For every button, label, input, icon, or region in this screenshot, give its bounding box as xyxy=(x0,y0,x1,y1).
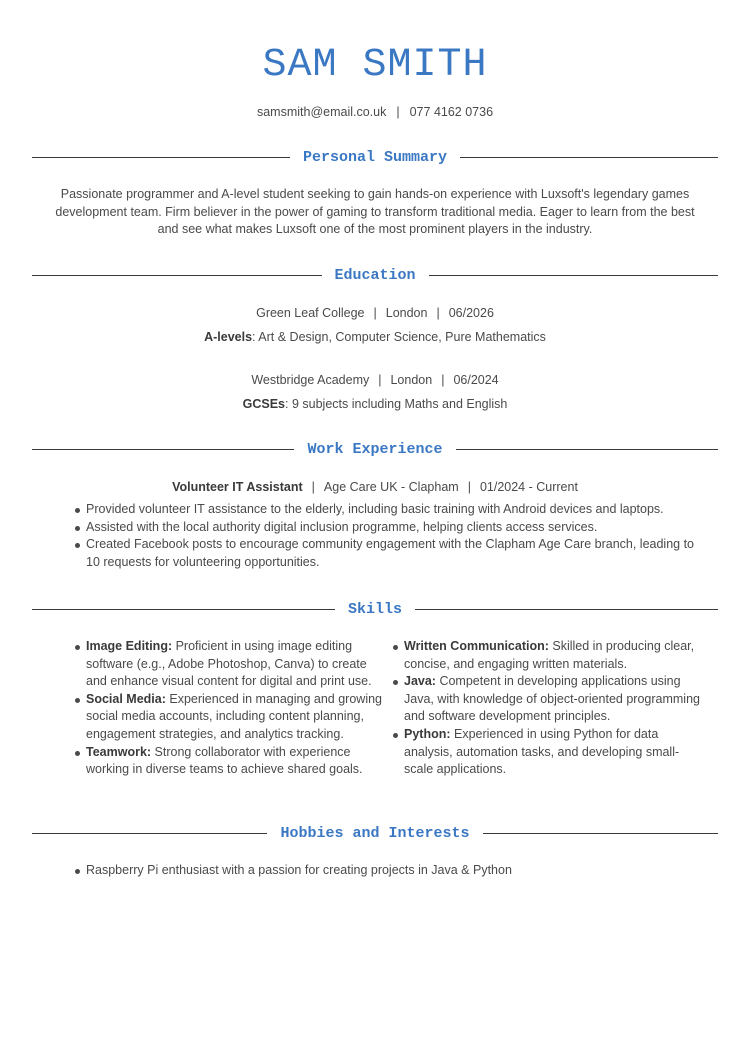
divider-right xyxy=(429,275,719,276)
school-date: 06/2024 xyxy=(453,373,499,387)
skill-text: Experienced in managing and growing social media accounts, including content planning, engagement strategies, and analytics tracking. xyxy=(86,691,383,741)
divider-right xyxy=(415,609,718,610)
employer: Age Care UK - Clapham xyxy=(323,480,459,494)
divider-left xyxy=(32,449,294,450)
list-item: Raspberry Pi enthusiast with a passion for creating projects in Java & Python xyxy=(74,862,694,880)
education-section-header xyxy=(32,265,718,285)
skill-label: Written Communication: xyxy=(404,639,549,653)
skill-text: Proficient in using image editing software (e.g., Adobe Photoshop, Canva) to create and enhance visual content for digital and print use. xyxy=(86,639,372,689)
skill-text: Strong collaborator with experience working in diverse teams to achieve shared goals. xyxy=(86,744,363,777)
qualification-text: : 9 subjects including Maths and English xyxy=(285,397,508,411)
education-entry-2-qualification xyxy=(0,395,750,413)
school-location: London xyxy=(390,373,433,387)
qualification-label: GCSEs xyxy=(242,397,286,411)
qualification-text: : Art & Design, Computer Science, Pure Mathematics xyxy=(252,330,546,344)
divider-left xyxy=(32,275,322,276)
separator: | xyxy=(378,373,382,387)
skill-text: Skilled in producing clear, concise, and engaging written materials. xyxy=(404,639,695,671)
skill-label: Social Media: xyxy=(86,691,166,706)
education-entry-1-header xyxy=(0,304,750,322)
separator: | xyxy=(311,480,315,494)
education-title: Education xyxy=(334,266,416,284)
skills-left-column xyxy=(74,638,386,779)
list-item: Created Facebook posts to encourage community engagement with the Clapham Age Care branch, leading to 10 requests for volunteering opportunities. xyxy=(74,536,694,571)
separator: | xyxy=(373,306,377,320)
skill-label: Java: xyxy=(404,674,436,689)
skills-title: Skills xyxy=(348,600,403,618)
job-dates: 01/2024 - Current xyxy=(479,480,578,494)
divider-right xyxy=(483,833,718,834)
phone[interactable]: 077 4162 0736 xyxy=(409,105,494,119)
skill-text: Competent in developing applications using Java, with knowledge of object-oriented programming and software development principles. xyxy=(404,674,700,724)
hobbies-bullets xyxy=(74,862,694,880)
qualification-label: A-levels xyxy=(204,330,253,344)
list-item: Provided volunteer IT assistance to the elderly, including basic training with Android devices and laptops. xyxy=(74,501,694,519)
work-title: Work Experience xyxy=(307,440,443,458)
work-role-line xyxy=(0,478,750,496)
school-name: Green Leaf College xyxy=(256,306,365,320)
list-item xyxy=(392,638,700,673)
list-item xyxy=(392,726,700,779)
hobbies-section-header xyxy=(32,823,718,843)
list-item xyxy=(392,673,700,726)
list-item xyxy=(74,691,386,744)
separator: | xyxy=(467,480,471,494)
list-item xyxy=(74,638,386,691)
divider-left xyxy=(32,833,267,834)
divider-left xyxy=(32,609,335,610)
list-item xyxy=(74,744,386,779)
separator: | xyxy=(441,373,445,387)
work-section-header xyxy=(32,439,718,459)
hobbies-title: Hobbies and Interests xyxy=(280,824,470,842)
skill-label: Image Editing: xyxy=(86,639,173,653)
skill-text: Experienced in using Python for data analysis, automation tasks, and developing small-scale applications. xyxy=(404,726,680,777)
skills-right-column xyxy=(392,638,700,779)
summary-title: Personal Summary xyxy=(302,148,448,166)
school-name: Westbridge Academy xyxy=(251,373,370,387)
summary-text: Passionate programmer and A-level student seeking to gain hands-on experience with Luxsoft's legendary games development team. Firm believer in the power of gaming to transform traditional media. Eager to learn from the best and see what makes Luxsoft one of the most prominent players in the industry. xyxy=(55,187,695,237)
candidate-name: SAM SMITH xyxy=(262,43,488,88)
contact-line xyxy=(0,103,750,121)
email[interactable]: samsmith@email.co.uk xyxy=(256,105,387,119)
summary-section-header xyxy=(32,147,718,167)
job-title: Volunteer IT Assistant xyxy=(172,480,303,494)
separator: | xyxy=(436,306,440,320)
school-date: 06/2026 xyxy=(448,306,494,320)
divider-right xyxy=(460,157,718,158)
skill-label: Python: xyxy=(404,726,451,741)
skills-section-header xyxy=(32,599,718,619)
divider-left xyxy=(32,157,290,158)
school-location: London xyxy=(385,306,428,320)
work-bullets xyxy=(74,501,694,571)
education-entry-2-header xyxy=(0,371,750,389)
divider-right xyxy=(456,449,718,450)
list-item: Assisted with the local authority digital inclusion programme, helping clients access services. xyxy=(74,519,694,537)
education-entry-1-qualification xyxy=(0,328,750,346)
contact-separator: | xyxy=(396,105,400,119)
skill-label: Teamwork: xyxy=(86,744,152,759)
